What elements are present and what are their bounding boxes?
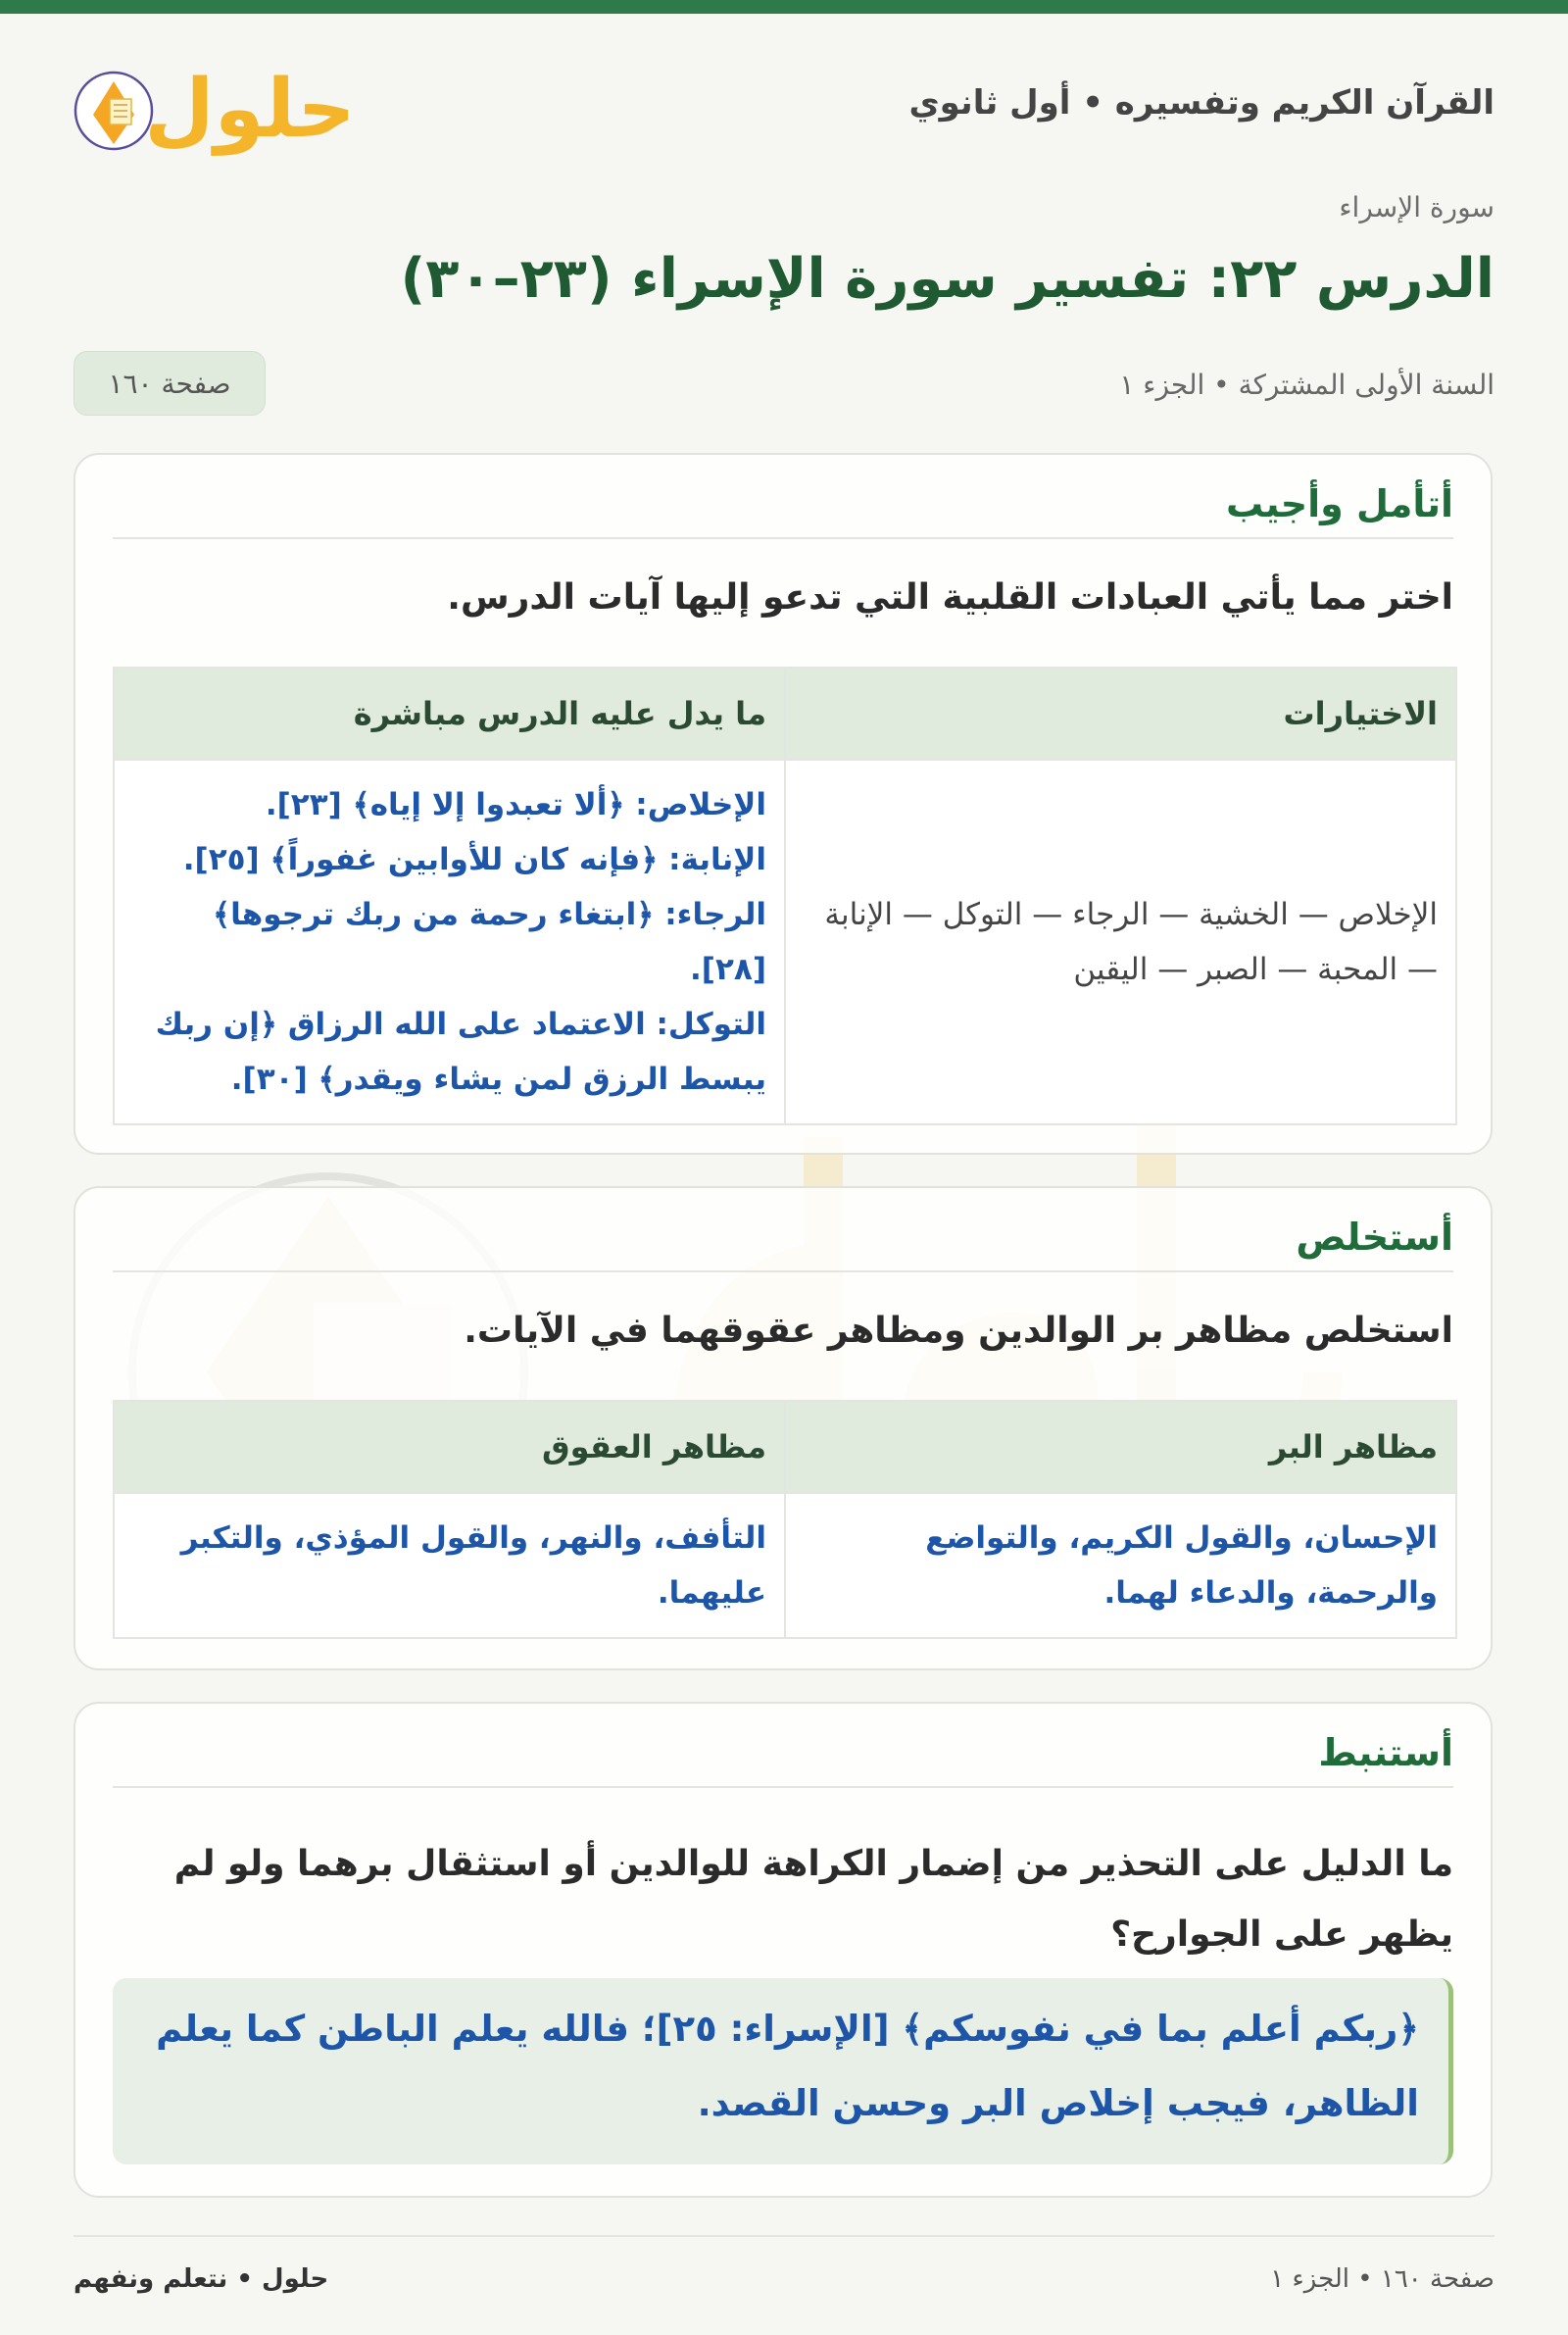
footer-slogan: حلول • نتعلم ونفهم (74, 2264, 329, 2294)
section-heading: أتأمل وأجيب (1225, 482, 1453, 525)
column-header-choices: الاختيارات (785, 668, 1456, 760)
section-heading: أستخلص (1296, 1216, 1453, 1259)
uquq-cell: التأفف، والنهر، والقول المؤذي، والتكبر عليهما. (114, 1493, 785, 1638)
table-row (114, 1493, 1456, 1638)
section-header (113, 482, 1453, 539)
table-header-row (114, 668, 1456, 760)
birr-cell: الإحسان، والقول الكريم، والتواضع والرحمة، والدعاء لهما. (785, 1493, 1456, 1638)
evidence-inabah: الإنابة: ﴿فإنه كان للأوابين غفوراً﴾ [٢٥]. (182, 842, 766, 877)
surah-kicker: سورة الإسراء (1339, 191, 1494, 224)
birr-uquq-table (113, 1400, 1457, 1639)
choices-cell: الإخلاص — الخشية — الرجاء — التوكل — الإنابة — المحبة — الصبر — اليقين (785, 760, 1456, 1124)
evidence-ikhlas: الإخلاص: ﴿ألا تعبدوا إلا إياه﴾ [٢٣]. (265, 787, 766, 822)
logo-wordmark: حلول (144, 63, 356, 156)
top-accent-bar (0, 0, 1568, 14)
section-question: اختر مما يأتي العبادات القلبية التي تدعو إليها آيات الدرس. (447, 577, 1453, 618)
subject-title: القرآن الكريم وتفسيره • أول ثانوي (908, 83, 1494, 123)
column-header-uquq: مظاهر العقوق (114, 1401, 785, 1493)
answer-box: ﴿ربكم أعلم بما في نفوسكم﴾ [الإسراء: ٢٥]؛ فالله يعلم الباطن كما يعلم الظاهر، فيجب إخلاص البر وحسن القصد. (113, 1978, 1453, 2164)
section-heading: أستنبط (1318, 1731, 1453, 1774)
card-extract (74, 1186, 1493, 1670)
column-header-birr: مظاهر البر (785, 1401, 1456, 1493)
page-badge: صفحة ١٦٠ (74, 351, 266, 416)
evidence-tawakkul: التوكل: الاعتماد على الله الرزاق ﴿إن ربك يبسط الرزق لمن يشاء ويقدر﴾ [٣٠]. (155, 1007, 766, 1097)
hulul-logo (74, 54, 356, 162)
section-header (113, 1731, 1453, 1788)
table-header-row (114, 1401, 1456, 1493)
footer-divider (74, 2235, 1494, 2237)
lesson-title: الدرس ٢٢: تفسير سورة الإسراء (٢٣–٣٠) (400, 247, 1494, 311)
card-deduce (74, 1702, 1493, 2198)
choices-table (113, 667, 1457, 1125)
evidence-raja: الرجاء: ﴿ابتغاء رحمة من ربك ترجوها﴾ [٢٨]. (212, 897, 766, 987)
card-reflect-answer (74, 453, 1493, 1155)
page-header (74, 54, 1494, 162)
section-question: ما الدليل على التحذير من إضمار الكراهة للوالدين أو استثقال برهما ولو لم يظهر على الجوارح؟ (173, 1844, 1453, 1955)
table-row (114, 760, 1456, 1124)
section-header (113, 1216, 1453, 1272)
lesson-meta: السنة الأولى المشتركة • الجزء ١ (1119, 369, 1494, 401)
evidence-cell (114, 760, 785, 1124)
section-question: استخلص مظاهر بر الوالدين ومظاهر عقوقهما في الآيات. (464, 1311, 1453, 1351)
column-header-evidence: ما يدل عليه الدرس مباشرة (114, 668, 785, 760)
footer-page-info: صفحة ١٦٠ • الجزء ١ (1270, 2264, 1494, 2294)
